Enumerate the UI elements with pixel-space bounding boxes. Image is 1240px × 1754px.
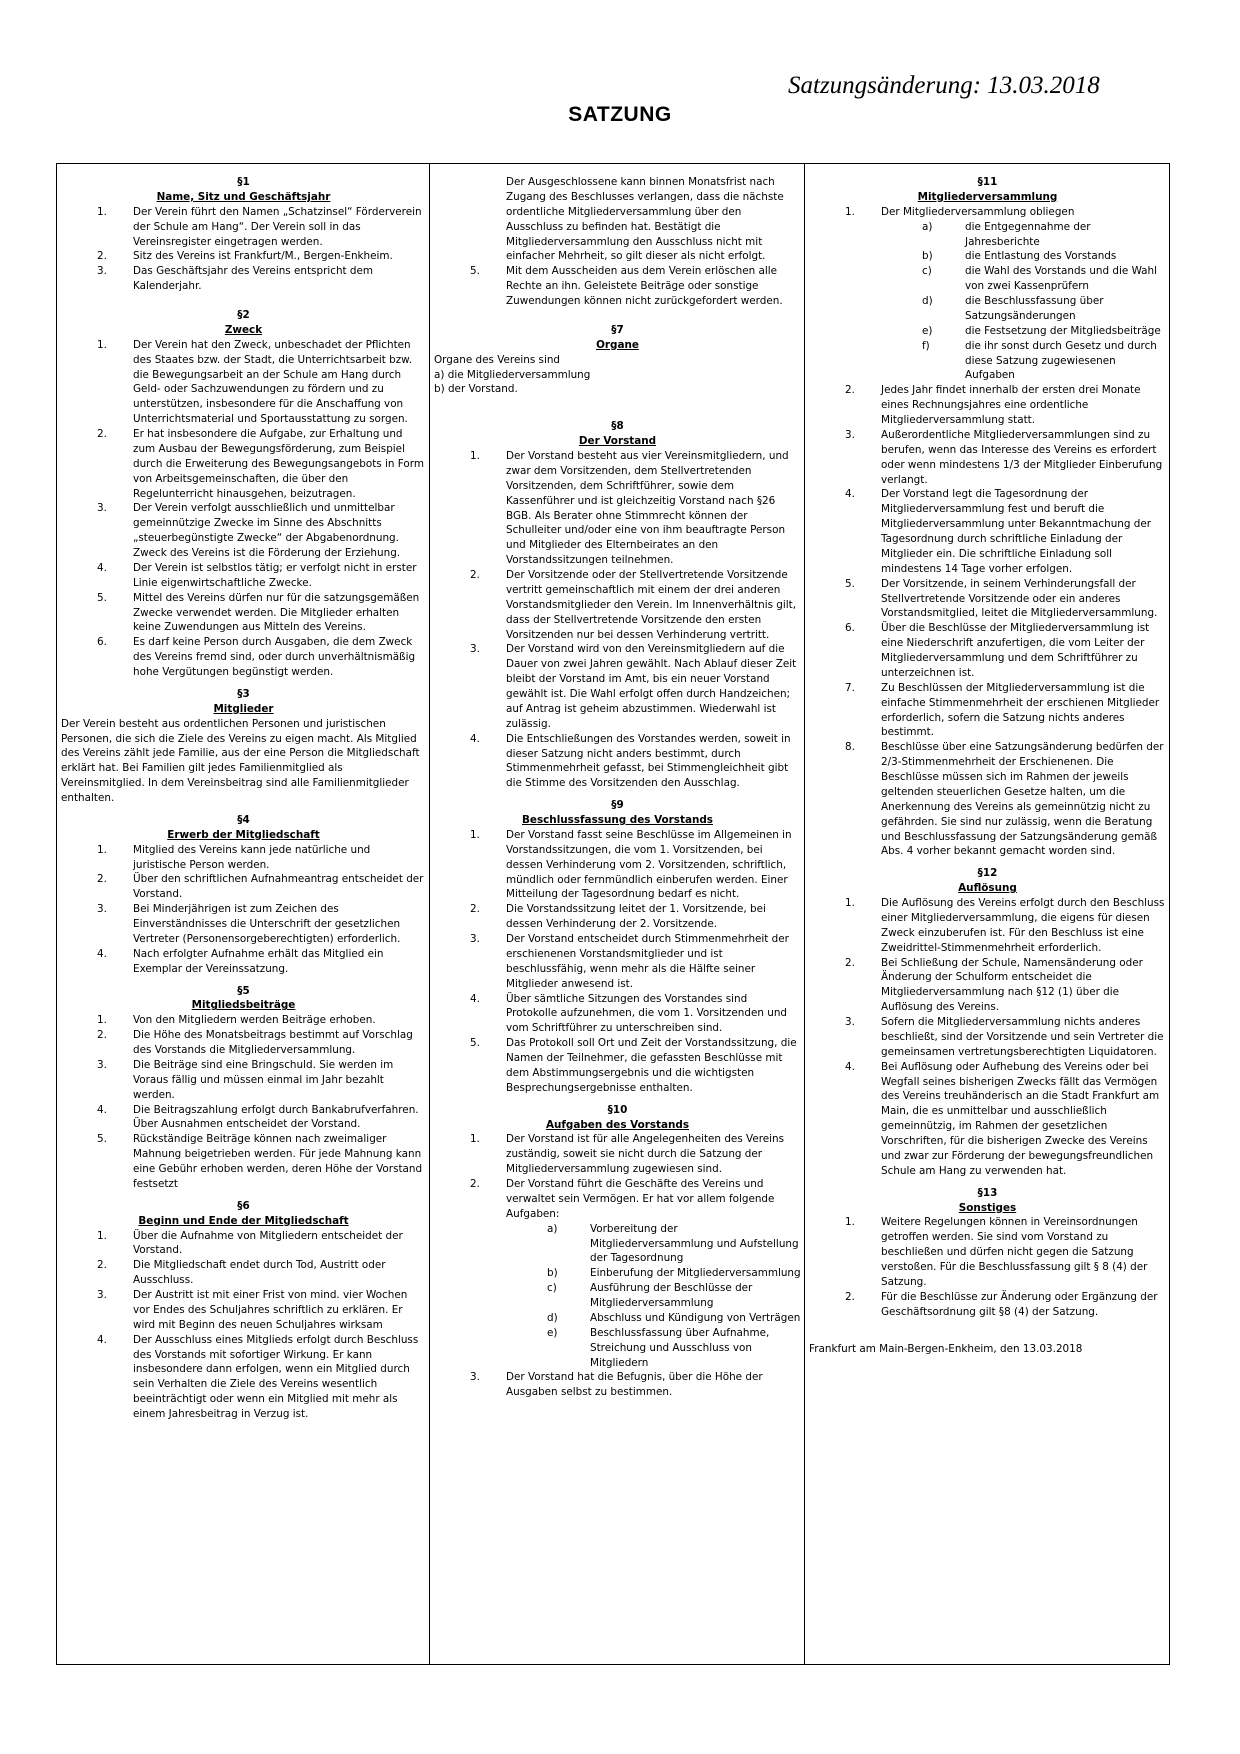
item-text: Nach erfolgter Aufnahme erhält das Mitglied ein Exemplar der Vereinssatzung. (133, 947, 384, 975)
section-heading-9 (434, 798, 801, 828)
sub-item (434, 1222, 801, 1267)
section-title: Der Vorstand (578, 435, 657, 448)
section-heading-3 (61, 687, 426, 717)
item-number: 2. (845, 1290, 855, 1303)
item-number: 5. (97, 1133, 107, 1146)
list-item (809, 681, 1166, 741)
item-text: Mittel des Vereins dürfen nur für die satzungsgemäßen Zwecke verwendet werden. Die Mitglieder erhalten keine Zuwendungen aus Mitteln des Vereins. (133, 591, 420, 634)
list-item (809, 621, 1166, 681)
list-item (809, 896, 1166, 956)
item-text: Der Ausgeschlossene kann binnen Monatsfrist nach Zugang des Beschlusses verlangen, dass die nächste ordentliche Mitgliederversammlung über den Ausschluss zu befinden hat. Bestätigt die Mitgliederversammlung den Ausschluss nicht mit einfacher Mehrheit, so gilt dieser als nicht erfolgt. (506, 176, 784, 263)
section-heading-7 (434, 323, 801, 353)
section-title: Zweck (224, 323, 263, 336)
sub-item (809, 264, 1166, 294)
column-right (805, 164, 1169, 1664)
item-number: 2. (845, 384, 855, 397)
section-number: §13 (977, 1186, 998, 1199)
section-heading-6 (61, 1199, 426, 1229)
item-text: Es darf keine Person durch Ausgaben, die dem Zweck des Vereins fremd sind, oder durch unverhältnismäßig hohe Vergütungen begünstigt werden. (133, 636, 416, 678)
section-title: Mitgliederversammlung (917, 190, 1058, 203)
item-text: Der Vorstand führt die Geschäfte des Vereins und verwaltet sein Vermögen. Er hat vor allem folgende Aufgaben: (506, 1178, 775, 1220)
amendment-date: Satzungsänderung: 13.03.2018 (788, 72, 1100, 99)
item-number: 1. (470, 828, 480, 841)
item-text: Die Auflösung des Vereins erfolgt durch den Beschluss einer Mitgliederversammlung, die eigens für diesen Zweck einzuberufen ist. Für den Beschluss ist eine Zweidrittel-Stimmenmehrheit erforderlich. (881, 897, 1165, 954)
item-text: Über sämtliche Sitzungen des Vorstandes sind Protokolle aufzunehmen, die vom 1. Vorsitzenden und vom Schriftführer zu unterschreiben sind. (506, 992, 788, 1035)
item-text: Der Austritt ist mit einer Frist von mind. vier Wochen vor Endes des Schuljahres schriftlich zu erklären. Er wird mit Beginn des neuen Schuljahres wirksam (133, 1289, 408, 1331)
item-number: 5. (97, 591, 107, 604)
column-left (57, 164, 430, 1664)
list-item (61, 591, 426, 636)
sub-item-letter: a) (922, 220, 933, 233)
section-title: Auflösung (958, 882, 1017, 895)
item-number: 6. (97, 636, 107, 649)
organs-line: b) der Vorstand. (434, 383, 518, 396)
item-number: 1. (97, 1014, 107, 1027)
list-item (434, 449, 801, 568)
section-heading-12 (809, 866, 1166, 896)
item-number: 2. (97, 250, 107, 263)
item-number: 4. (470, 732, 480, 745)
item-text: Der Vorstand fasst seine Beschlüsse im Allgemeinen in Vorstandssitzungen, die vom 1. Vorsitzenden, bei dessen Verhinderung vom 2. Vorsitzenden, schriftlich, mündlich oder fernmündlich einberufen werden. Einer Mitteilung der Tagesordnung bedarf es nicht. (506, 828, 792, 901)
list-item (434, 1132, 801, 1177)
item-number: 1. (845, 1216, 855, 1229)
list-item (434, 264, 801, 309)
item-number (434, 175, 506, 264)
sub-item-letter: c) (547, 1282, 557, 1295)
section-title: Erwerb der Mitgliedschaft (167, 828, 320, 841)
section-number: §9 (611, 799, 624, 812)
section-number: §2 (237, 309, 250, 321)
page-title: SATZUNG (568, 103, 672, 126)
item-text: Über den schriftlichen Aufnahmeantrag entscheidet der Vorstand. (133, 873, 424, 901)
item-text: Mit dem Ausscheiden aus dem Verein erlöschen alle Rechte an ihn. Geleistete Beiträge oder sonstige Zuwendungen können nicht zurückgefordert werden. (506, 265, 783, 307)
section-heading-5 (61, 984, 426, 1014)
statute-table (56, 163, 1170, 1665)
list-item (61, 1288, 426, 1333)
item-number: 1. (97, 338, 107, 351)
item-number: 5. (470, 1037, 480, 1050)
list-item (434, 932, 801, 992)
list-item (434, 828, 801, 902)
list-item (61, 947, 426, 977)
section-title: Mitglieder (213, 702, 274, 715)
item-text: Bei Auflösung oder Aufhebung des Vereins oder bei Wegfall seines bisherigen Zwecks fällt das Vermögen des Vereins treuhänderisch an die Stadt Frankfurt am Main, die es unmittelbar und ausschließlich gemeinnützig, im Rahmen der gesetzlichen Vorschriften, für die bisherigen Zwecke des Vereins und zwar zur Förderung der bewegungsfreundlichen Schule am Hang zu verwenden hat. (881, 1060, 1160, 1177)
item-number: 2. (97, 873, 107, 886)
item-number: 1. (470, 450, 480, 462)
item-text: Die Vorstandssitzung leitet der 1. Vorsitzende, bei dessen Verhinderung der 2. Vorsitzende. (506, 903, 766, 931)
item-number: 4. (845, 1060, 855, 1073)
item-text: Sitz des Vereins ist Frankfurt/M., Bergen-Enkheim. (133, 250, 393, 263)
sub-item-text: Einberufung der Mitgliederversammlung (590, 1267, 801, 1280)
section-heading-8 (434, 419, 801, 449)
item-number: 1. (845, 897, 855, 909)
organs-line: a) die Mitgliederversammlung (434, 368, 591, 381)
section-number: §4 (237, 813, 250, 826)
item-text: Bei Schließung der Schule, Namensänderung oder Änderung der Schulform entscheidet die Mitgliederversammlung nach §12 (1) über die Auflösung des Vereins. (881, 956, 1143, 1014)
item-number: 4. (97, 947, 107, 960)
section-title: Aufgaben des Vorstands (545, 1118, 690, 1131)
item-text: Der Verein hat den Zweck, unbeschadet der Pflichten des Staates bzw. der Stadt, die Unterrichtsarbeit bzw. die Bewegungsarbeit an der Schule am Hang durch Geld- oder Sachzuwendungen zu fördern und zu unterstützen, insbesondere für die Anschaffung von Unterrichtsmaterial und Sportausstattung zu sorgen. (133, 338, 413, 426)
item-number: 3. (470, 643, 480, 656)
item-number: 1. (845, 205, 855, 218)
item-text: Die Mitgliedschaft endet durch Tod, Austritt oder Ausschluss. (133, 1259, 386, 1287)
item-number: 3. (845, 1016, 855, 1028)
sub-item (434, 1326, 801, 1371)
sub-item-letter: d) (547, 1311, 558, 1324)
item-text: Der Vorsitzende, in seinem Verhinderungsfall der Stellvertretende Vorsitzende oder ein anderes Vorstandsmitglied, leitet die Mitgliederversammlung. (881, 577, 1158, 620)
item-text: Die Beitragszahlung erfolgt durch Bankabrufverfahren. Über Ausnahmen entscheidet der Vorstand. (133, 1103, 419, 1131)
section-heading-4 (61, 813, 426, 843)
list-item (809, 1290, 1166, 1320)
sub-item (434, 1266, 801, 1281)
item-text: Der Vorstand besteht aus vier Vereinsmitgliedern, und zwar dem Vorsitzenden, dem Stellvertretenden Vorsitzenden, dem Schriftführer, sowie dem Kassenführer und ist gleichzeitig Vorstand nach §26 BGB. Als Berater ohne Stimmrecht können der Schulleiter und/oder eine von ihm beauftragte Person und Mitglieder des Elternbeirates an den Vorstandssitzungen teilnehmen. (506, 450, 789, 567)
item-text: Das Geschäftsjahr des Vereins entspricht dem Kalenderjahr. (133, 265, 374, 293)
list-item (809, 1060, 1166, 1179)
list-item (61, 872, 426, 902)
item-number: 1. (97, 1229, 107, 1242)
list-item (434, 992, 801, 1037)
sub-item-letter: a) (547, 1222, 558, 1235)
item-number: 1. (97, 843, 107, 856)
item-number: 2. (97, 1029, 107, 1042)
section-number: §11 (977, 176, 998, 188)
list-item (61, 1229, 426, 1259)
sub-item-text: die Entlastung des Vorstands (965, 250, 1117, 263)
section-heading-2 (61, 308, 426, 338)
item-text: Der Vorsitzende oder der Stellvertretende Vorsitzende vertritt gemeinschaftlich mit einem der drei anderen Vorstandsmitglieder den Verein. Im Innenverhältnis gilt, dass der Stellvertretende Vorsitzende den ersten Vorsitzenden nur bei dessen Verhinderung vertritt. (506, 569, 797, 641)
list-item (809, 383, 1166, 428)
item-text: Rückständige Beiträge können nach zweimaliger Mahnung beigetrieben werden. Für jede Mahnung kann eine Gebühr erhoben werden, deren Höhe der Vorstand festsetzt (133, 1133, 423, 1190)
item-number: 3. (97, 903, 107, 916)
item-text: Für die Beschlüsse zur Änderung oder Ergänzung der Geschäftsordnung gilt §8 (4) der Satzung. (881, 1290, 1158, 1318)
list-item (61, 249, 426, 264)
sub-item-text: die Wahl des Vorstands und die Wahl von zwei Kassenprüfern (965, 265, 1158, 293)
organs-line: Organe des Vereins sind (434, 353, 561, 366)
item-text: Bei Minderjährigen ist zum Zeichen des Einverständnisses die Unterschrift der gesetzlichen Vertreter (Personensorgeberechtigten) erforderlich. (133, 903, 401, 945)
list-item (809, 740, 1166, 859)
sub-item (809, 324, 1166, 339)
item-text: Der Verein verfolgt ausschließlich und unmittelbar gemeinnützige Zwecke im Sinne des Abschnitts „steuerbegünstigte Zwecke“ der Abgabenordnung. Zweck des Vereins ist die Förderung der Erziehung. (133, 502, 401, 559)
section-title: Mitgliedsbeiträge (191, 999, 296, 1012)
sub-item (809, 220, 1166, 250)
item-text: Mitglied des Vereins kann jede natürliche und juristische Person werden. (133, 843, 371, 871)
list-item (61, 1028, 426, 1058)
list-item (61, 902, 426, 947)
item-number: 4. (97, 1103, 107, 1116)
sub-item-letter: f) (922, 339, 930, 352)
item-text: Über die Beschlüsse der Mitgliederversammlung ist eine Niederschrift anzufertigen, die vom Leiter der Mitgliederversammlung und dem Schriftführer zu unterzeichnen ist. (881, 622, 1150, 679)
sub-item-letter: e) (547, 1326, 558, 1339)
section-title: Organe (596, 338, 639, 351)
item-text: Jedes Jahr findet innerhalb der ersten drei Monate eines Rechnungsjahres eine ordentliche Mitgliederversammlung statt. (881, 384, 1141, 426)
sub-item-text: Abschluss und Kündigung von Verträgen (590, 1311, 801, 1324)
item-number: 7. (845, 681, 855, 694)
item-text: Sofern die Mitgliederversammlung nichts anderes beschließt, sind der Vorsitzende und sein Vertreter die gemeinsamen vertretungsberechtigten Liquidatoren. (881, 1016, 1164, 1058)
item-text: Das Protokoll soll Ort und Zeit der Vorstandssitzung, die Namen der Teilnehmer, die gefassten Beschlüsse mit dem Abstimmungsergebnis und die wichtigsten Besprechungsergebnisse enthalten. (506, 1037, 797, 1094)
list-item-continuation (434, 175, 801, 264)
item-text: Der Vorstand legt die Tagesordnung der Mitgliederversammlung fest und beruft die Mitgliederversammlung unter Bekanntmachung der Tagesordnung durch schriftliche Einladung der Mitglieder ein. Die schriftliche Einladung soll mindestens 14 Tage vorher erfolgen. (881, 488, 1152, 575)
item-text: Der Vorstand ist für alle Angelegenheiten des Vereins zuständig, soweit sie nicht durch die Satzung der Mitgliederversammlung zugewiesen sind. (506, 1133, 785, 1176)
item-number: 1. (97, 205, 107, 218)
section-number: §3 (237, 687, 250, 700)
list-item (809, 1015, 1166, 1060)
sub-item (809, 249, 1166, 264)
list-item (434, 642, 801, 731)
sub-item-text: die Beschlussfassung über Satzungsänderungen (965, 295, 1104, 322)
item-number: 2. (97, 428, 107, 440)
item-text: Die Höhe des Monatsbeitrags bestimmt auf Vorschlag des Vorstands die Mitgliederversammlung. (133, 1029, 413, 1056)
list-item (809, 577, 1166, 622)
column-middle (430, 164, 805, 1664)
item-number: 6. (845, 622, 855, 635)
item-number: 8. (845, 741, 855, 754)
list-item (434, 902, 801, 932)
sub-item-letter: d) (922, 295, 933, 307)
list-item (434, 1036, 801, 1096)
section-title: Beschlussfassung des Vorstands (522, 814, 713, 826)
sub-item-letter: c) (922, 265, 932, 278)
item-text: Von den Mitgliedern werden Beiträge erhoben. (133, 1014, 376, 1027)
item-number: 4. (97, 1333, 107, 1346)
list-item (61, 205, 426, 250)
list-item (61, 1258, 426, 1288)
list-item (809, 487, 1166, 576)
item-text: Beschlüsse über eine Satzungsänderung bedürfen der 2/3-Stimmenmehrheit der Erschienenen. Die Beschlüsse müssen sich im Rahmen der jeweils geltenden steuerlichen Gesetze halten, um die Anerkennung des Vereins als gemeinnützig nicht zu gefährden. Sie sind nur zulässig, wenn die Beratung und Beschlussfassung der Satzungsänderung gemäß Abs. 4 vorher bekannt gemacht worden sind. (881, 741, 1164, 858)
list-item (809, 205, 1166, 220)
item-text: Der Ausschluss eines Mitglieds erfolgt durch Beschluss des Vorstands mit sofortiger Wirkung. Er kann insbesondere dann erfolgen, wenn ein Mitglied durch sein Verhalten die Ziele des Vereins wesentlich beeinträchtigt oder wenn ein Mitglied mit mehr als einem Jahresbeitrag in Verzug ist. (133, 1333, 419, 1420)
item-number: 2. (470, 1178, 480, 1190)
item-number: 3. (97, 1058, 107, 1071)
item-number: 5. (845, 577, 855, 590)
sub-item-letter: b) (922, 250, 933, 263)
item-number: 2. (97, 1259, 107, 1272)
item-text: Der Vorstand entscheidet durch Stimmenmehrheit der erschienenen Vorstandsmitglieder und ist beschlussfähig, wenn mehr als die Hälfte seiner Mitglieder anwesend ist. (506, 933, 789, 990)
section-number: §10 (607, 1103, 628, 1116)
list-item (61, 501, 426, 561)
sub-item-text: die Entgegennahme der Jahresberichte (965, 220, 1091, 248)
item-text: Er hat insbesondere die Aufgabe, zur Erhaltung und zum Ausbau der Bewegungsförderung, zum Beispiel durch die Erweiterung des Bewegungsangebots in Form von Arbeitsgemeinschaften, die über den Regelunterricht hinausgehen, beizutragen. (133, 428, 424, 500)
list-item (809, 956, 1166, 1016)
sub-item-text: die Festsetzung der Mitgliedsbeiträge (965, 324, 1161, 337)
item-number: 2. (470, 903, 480, 916)
list-item (61, 338, 426, 427)
item-number: 5. (470, 265, 480, 278)
section-paragraph: Der Verein besteht aus ordentlichen Personen und juristischen Personen, die sich die Ziele des Vereins zu eigen macht. Als Mitglied des Vereins zählt jede Familie, aus der eine Person die Mitgliedschaft erklärt hat. Bei Familien gilt jedes Familienmitglied als Vereinsmitglied. In dem Vereinsbeitrag sind alle Familienmitglieder enthalten. (61, 717, 420, 804)
section-heading-10 (434, 1103, 801, 1133)
item-number: 2. (470, 569, 480, 581)
section-title: Sonstiges (958, 1201, 1017, 1214)
list-item (61, 635, 426, 680)
place-and-date: Frankfurt am Main-Bergen-Enkheim, den 13.03.2018 (809, 1342, 1083, 1355)
sub-item-text: die ihr sonst durch Gesetz und durch diese Satzung zugewiesenen Aufgaben (965, 339, 1157, 382)
section-number: §7 (611, 323, 624, 336)
sub-item (809, 339, 1166, 384)
section-number: §12 (977, 867, 998, 880)
item-text: Der Vorstand wird von den Vereinsmitgliedern auf die Dauer von zwei Jahren gewählt. Nach Ablauf dieser Zeit bleibt der Vorstand im Amt, bis ein neuer Vorstand gewählt ist. Die Wahl erfolgt offen durch Handzeichen; auf Antrag ist geheim abzustimmen. Wiederwahl ist zulässig. (506, 643, 797, 730)
item-text: Weitere Regelungen können in Vereinsordnungen getroffen werden. Sie sind vom Vorstand zu beschließen und dürfen nicht gegen die Satzung verstoßen. Für die Beschlussfassung gilt § 8 (4) der Satzung. (881, 1216, 1148, 1288)
item-number: 4. (470, 992, 480, 1005)
item-text: Der Verein führt den Namen „Schatzinsel“ Förderverein der Schule am Hang“. Der Verein soll in das Vereinsregister eingetragen werden. (133, 205, 422, 248)
list-item (809, 1215, 1166, 1289)
list-item (434, 1177, 801, 1222)
list-item (809, 428, 1166, 488)
item-text: Außerordentliche Mitgliederversammlungen sind zu berufen, wenn das Interesse des Vereins es erfordert oder wenn mindestens 1/3 der Mitglieder Einberufung verlangt. (881, 428, 1163, 486)
list-item (61, 1132, 426, 1192)
item-text: Der Mitgliederversammlung obliegen (881, 205, 1075, 218)
item-text: Die Beiträge sind eine Bringschuld. Sie werden im Voraus fällig und müssen einmal im Jahr bezahlt werden. (133, 1058, 394, 1101)
item-text: Der Verein ist selbstlos tätig; er verfolgt nicht in erster Linie eigenwirtschaftliche Zwecke. (133, 561, 417, 589)
item-number: 4. (845, 488, 855, 501)
section-number: §8 (611, 420, 624, 433)
item-number: 3. (97, 265, 107, 278)
list-item (434, 568, 801, 642)
list-item (434, 1370, 801, 1400)
list-item (61, 843, 426, 873)
item-number: 3. (470, 933, 480, 945)
sub-item-text: Vorbereitung der Mitgliederversammlung und Aufstellung der Tagesordnung (590, 1222, 799, 1265)
sub-item (434, 1311, 801, 1326)
section-title: Name, Sitz und Geschäftsjahr (156, 190, 331, 203)
item-text: Zu Beschlüssen der Mitgliederversammlung ist die einfache Stimmenmehrheit der erschienen Mitglieder erforderlich, sofern die Satzung nichts anderes bestimmt. (881, 681, 1160, 739)
sub-item-letter: e) (922, 324, 933, 337)
item-number: 2. (845, 956, 855, 969)
list-item (61, 561, 426, 591)
section-number: §5 (237, 984, 250, 997)
list-item (61, 1058, 426, 1103)
list-item (61, 1013, 426, 1028)
list-item (61, 1333, 426, 1422)
section-heading-1 (61, 175, 426, 205)
item-number: 3. (97, 502, 107, 515)
list-item (61, 264, 426, 294)
item-text: Über die Aufnahme von Mitgliedern entscheidet der Vorstand. (133, 1229, 403, 1257)
sub-item (809, 294, 1166, 324)
sub-item (434, 1281, 801, 1311)
section-number: §6 (237, 1199, 250, 1212)
section-heading-13 (809, 1186, 1166, 1216)
list-item (61, 1103, 426, 1133)
section-title: Beginn und Ende der Mitgliedschaft (138, 1214, 349, 1227)
sub-item-text: Beschlussfassung über Aufnahme, Streichung und Ausschluss von Mitgliedern (590, 1326, 770, 1369)
item-number: 3. (97, 1289, 107, 1301)
section-number: §1 (237, 176, 250, 188)
item-number: 1. (470, 1133, 480, 1146)
item-number: 4. (97, 561, 107, 574)
list-item (61, 427, 426, 501)
section-heading-11 (809, 175, 1166, 205)
list-item (434, 732, 801, 792)
item-number: 3. (845, 428, 855, 441)
item-text: Der Vorstand hat die Befugnis, über die Höhe der Ausgaben selbst zu bestimmen. (506, 1371, 763, 1399)
item-number: 3. (470, 1371, 480, 1384)
sub-item-text: Ausführung der Beschlüsse der Mitgliederversammlung (590, 1282, 753, 1309)
item-text: Die Entschließungen des Vorstandes werden, soweit in dieser Satzung nicht anders bestimmt, durch Stimmenmehrheit gefasst, bei Stimmengleichheit gibt die Stimme des Vorsitzenden den Ausschlag. (506, 732, 791, 790)
sub-item-letter: b) (547, 1267, 558, 1280)
